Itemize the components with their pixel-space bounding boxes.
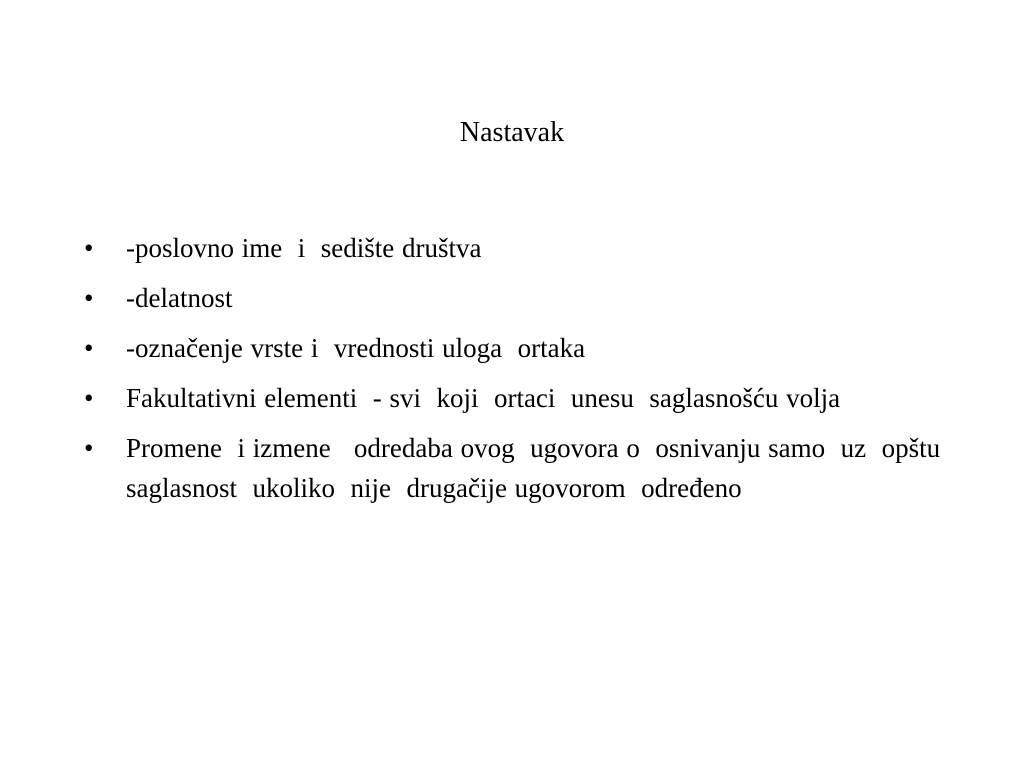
list-item [84,428,956,508]
bullet-icon: • [84,283,94,313]
list-item [84,278,944,318]
list-item [84,228,944,268]
bullet-icon: • [84,333,94,363]
bullet-icon: • [84,433,94,463]
bullet-text: -poslovno ime i sedište društva [126,233,482,263]
list-item [84,378,944,418]
bullet-text: Fakultativni elementi - svi koji ortaci unesu saglasnošću volja [126,383,841,413]
slide-title: Nastavak [459,117,565,148]
bullet-icon: • [84,383,94,413]
bullet-text: Promene i izmene odredaba ovog ugovora o osnivanju samo uz opštu saglasnost ukoliko nije drugačije ugovorom određeno [126,433,956,503]
bullet-text: -označenje vrste i vrednosti uloga ortaka [126,333,586,363]
bullet-list [84,228,956,518]
bullet-text: -delatnost [126,283,233,313]
bullet-icon: • [84,233,94,263]
list-item [84,328,944,368]
